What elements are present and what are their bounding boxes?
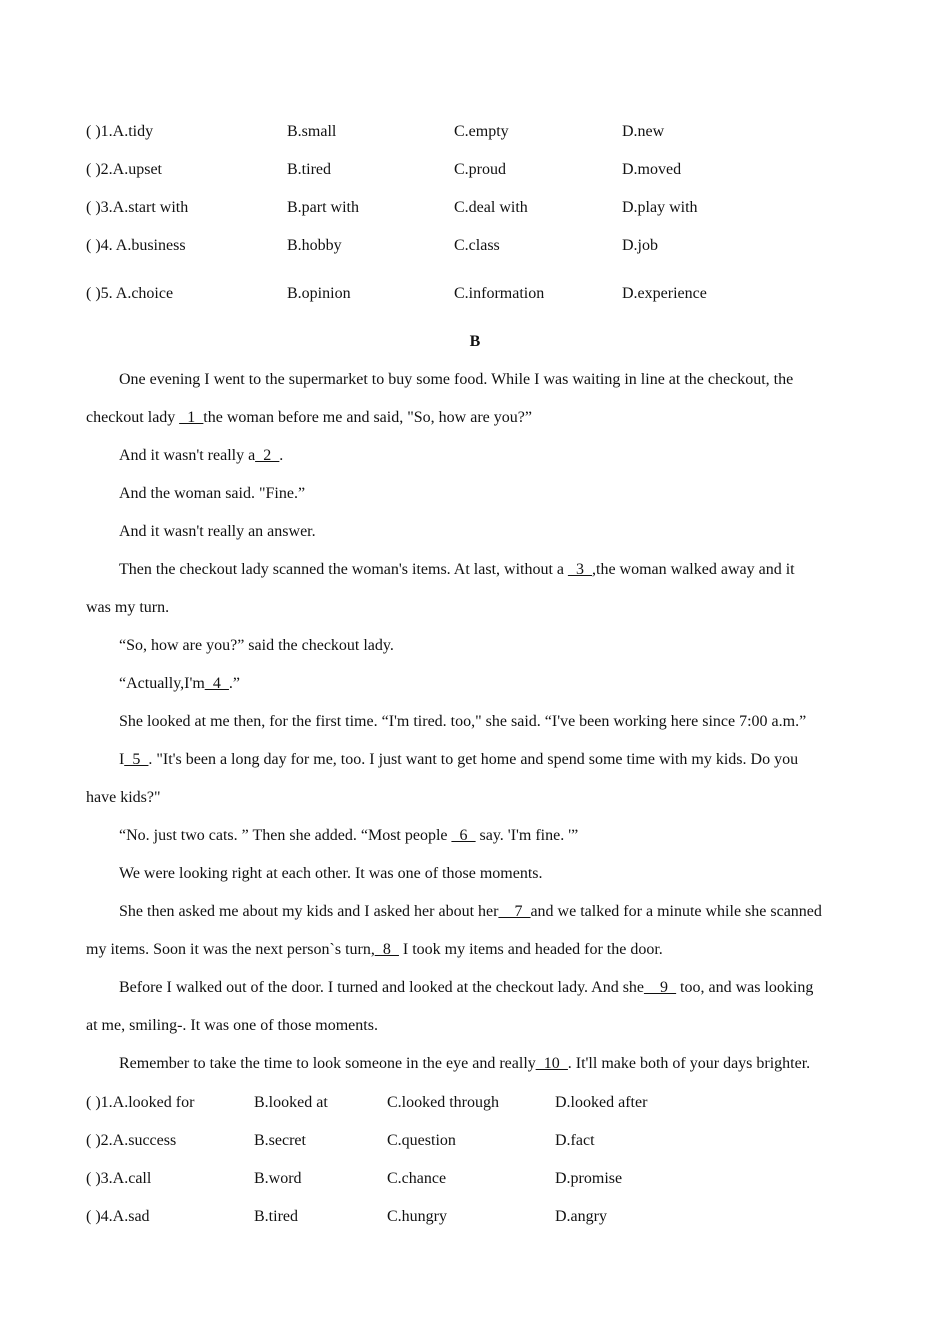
blank-3: _3_ [568, 561, 592, 578]
option-c: C.chance [387, 1170, 447, 1187]
option-c: C.hungry [387, 1208, 447, 1225]
blank-4: _4_ [204, 675, 229, 692]
blank-10: _10_ [535, 1055, 568, 1072]
option-num-a: ( )2.A.success [86, 1132, 177, 1149]
option-num-a: ( )4. A.business [86, 237, 186, 254]
passage-line: my items. Soon it was the next person`s turn,_8_ I took my items and headed for the door. [86, 941, 663, 958]
option-c: C.question [387, 1132, 456, 1149]
passage-line: “No. just two cats. ” Then she added. “Most people _6_ say. 'I'm fine. '” [119, 827, 579, 844]
option-row-a2 [86, 159, 866, 181]
option-b: B.secret [254, 1132, 306, 1149]
option-d: D.fact [555, 1132, 595, 1149]
option-b: B.tired [254, 1208, 298, 1225]
blank-5: _5_ [124, 751, 149, 768]
blank-9: __9_ [644, 979, 677, 996]
option-row-a1 [86, 121, 866, 143]
option-c: C.looked through [387, 1094, 499, 1111]
option-num-a: ( )2.A.upset [86, 161, 162, 178]
option-row-b1 [86, 1092, 866, 1114]
section-heading: B [469, 333, 481, 350]
blank-2: _2_ [255, 447, 280, 464]
option-d: D.looked after [555, 1094, 648, 1111]
passage-line: checkout lady _1_the woman before me and said, "So, how are you?” [86, 409, 532, 426]
option-num-a: ( )1.A.tidy [86, 123, 154, 140]
option-num-a: ( )3.A.start with [86, 199, 189, 216]
passage-line: was my turn. [86, 599, 170, 616]
option-b: B.word [254, 1170, 302, 1187]
option-c: C.information [454, 285, 545, 302]
option-num-a: ( )3.A.call [86, 1170, 152, 1187]
option-row-b3 [86, 1168, 866, 1190]
passage-line: “Actually,I'm_4_.” [119, 675, 240, 692]
passage-line: And the woman said. "Fine.” [119, 485, 306, 502]
option-row-a3 [86, 197, 866, 219]
option-row-a4 [86, 235, 866, 257]
option-d: D.experience [622, 285, 707, 302]
option-b: B.looked at [254, 1094, 328, 1111]
option-b: B.opinion [287, 285, 351, 302]
option-num-a: ( )4.A.sad [86, 1208, 150, 1225]
passage-line: She looked at me then, for the first time. “I'm tired. too," she said. “I've been working here since 7:00 a.m.” [119, 713, 807, 730]
option-num-a: ( )5. A.choice [86, 285, 174, 302]
option-row-b4 [86, 1206, 866, 1228]
passage-line: Then the checkout lady scanned the woman's items. At last, without a _3_,the woman walked away and it [119, 561, 795, 578]
option-d: D.job [622, 237, 658, 254]
blank-1: _1_ [179, 409, 204, 426]
option-row-a5 [86, 283, 866, 305]
passage-line: And it wasn't really an answer. [119, 523, 316, 540]
passage-line: at me, smiling-. It was one of those moments. [86, 1017, 378, 1034]
option-b: B.tired [287, 161, 331, 178]
passage-line: Before I walked out of the door. I turned and looked at the checkout lady. And she__9_ too, and was looking [119, 979, 814, 996]
option-d: D.promise [555, 1170, 623, 1187]
option-b: B.hobby [287, 237, 342, 254]
blank-6: _6_ [451, 827, 476, 844]
passage-line: Remember to take the time to look someone in the eye and really_10_. It'll make both of your days brighter. [119, 1055, 811, 1072]
option-d: D.moved [622, 161, 682, 178]
option-d: D.play with [622, 199, 698, 216]
passage-line: She then asked me about my kids and I asked her about her__7_and we talked for a minute while she scanned [119, 903, 822, 920]
option-c: C.empty [454, 123, 509, 140]
option-c: C.proud [454, 161, 506, 178]
option-c: C.deal with [454, 199, 528, 216]
option-b: B.part with [287, 199, 359, 216]
passage-line: have kids?" [86, 789, 161, 806]
passage-line: We were looking right at each other. It was one of those moments. [119, 865, 543, 882]
passage-line: One evening I went to the supermarket to buy some food. While I was waiting in line at the checkout, the [119, 371, 794, 388]
option-c: C.class [454, 237, 500, 254]
option-b: B.small [287, 123, 337, 140]
passage-line: I_5_. "It's been a long day for me, too. I just want to get home and spend some time with my kids. Do you [119, 751, 799, 768]
blank-8: _8_ [374, 941, 399, 958]
option-d: D.new [622, 123, 665, 140]
passage-line: And it wasn't really a_2_. [119, 447, 284, 464]
option-row-b2 [86, 1130, 866, 1152]
passage-line: “So, how are you?” said the checkout lady. [119, 637, 394, 654]
option-d: D.angry [555, 1208, 607, 1225]
blank-7: __7_ [498, 903, 531, 920]
option-num-a: ( )1.A.looked for [86, 1094, 195, 1111]
